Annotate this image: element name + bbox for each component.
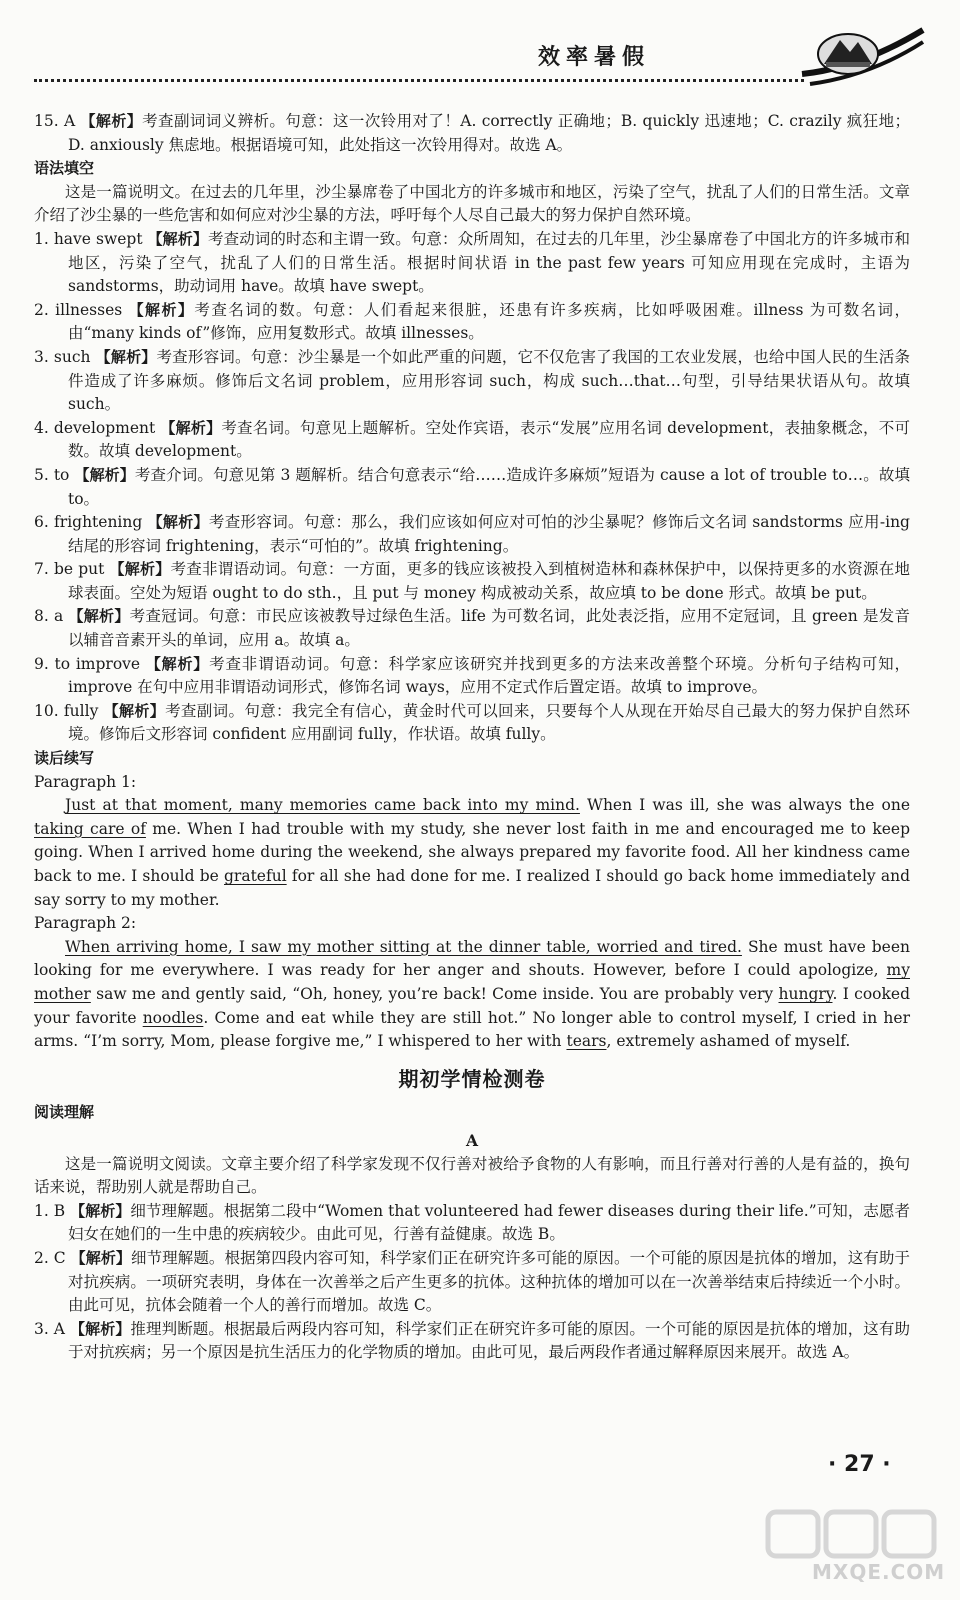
answer-item: 1. B 【解析】细节理解题。根据第二段中“Women that volunteered had fewer diseases during their life.”可知，志愿者妇女在她们的一生中患的疾病较少。由此可见，行善有益健康。故选 B。 <box>34 1201 910 1244</box>
page-header <box>0 0 960 90</box>
answer-item: 6. frightening 【解析】考查形容词。句意：那么，我们应该如何应对可怕的沙尘暴呢？修饰后文名词 sandstorms 应用-ing 结尾的形容词 frightening，表示“可怕的”。故填 frightening。 <box>34 513 910 555</box>
answer-item: 5. to 【解析】考查介词。句意见第 3 题解析。结合句意表示“给……造成许多麻烦”短语为 cause a lot of trouble to…。故填 to。 <box>34 465 910 508</box>
section-title-reading: 阅读理解 <box>34 1103 95 1122</box>
grammar-answer-list <box>34 228 910 747</box>
answer-item: 10. fully 【解析】考查副词。句意：我完全有信心，黄金时代可以回来，只要每个人从现在开始尽自己最大的努力保护自然环境。修饰后文形容词 confident 应用副词 fully，作状语。故填 fully。 <box>34 701 910 744</box>
header-brand: 效率暑假 <box>538 45 651 70</box>
exam-title: 期初学情检测卷 <box>398 1066 546 1091</box>
header-dotted-rule <box>34 79 804 82</box>
answer-item: 3. A 【解析】推理判断题。根据最后两段内容可知，科学家们正在研究许多可能的原因。一个可能的原因是抗体的增加，这有助于对抗疾病；另一个原因是抗生活压力的化学物质的增加。由此可见，最后两段作者通过解释原因来展开。故选 A。 <box>34 1319 910 1362</box>
answer-item: 2. illnesses 【解析】考查名词的数。句意：人们看起来很脏，还患有许多疾病，比如呼吸困难。illness 为可数名词，由“many kinds of”修饰，应用复数形式。故填 illnesses。 <box>34 300 910 343</box>
answer-item: 3. such 【解析】考查形容词。句意：沙尘暴是一个如此严重的问题，它不仅危害了我国的工农业发展，也给中国人民的生活条件造成了许多麻烦。修饰后文名词 problem，应用形容词 such，构成 such…that…句型，引导结果状语从句。故填 such。 <box>34 347 910 414</box>
answer-item: 15. A 【解析】考查副词词义辨析。句意：这一次铃用对了！A. correctly 正确地；B. quickly 迅速地；C. crazily 疯狂地；D. anxiously 焦虑地。根据语境可知，此处指这一次铃用得对。故选 A。 <box>34 112 910 154</box>
watermark-text: MXQE.COM <box>812 1560 946 1584</box>
paragraph-label: Paragraph 1: <box>34 772 137 791</box>
page-content <box>34 110 910 1365</box>
answer-item: 8. a 【解析】考查冠词。句意：市民应该被教导过绿色生活。life 为可数名词，此处表泛指，应用不定冠词，且 green 是发音以辅音音素开头的单词，应用 a。故填 a。 <box>34 607 910 650</box>
answer-item: 7. be put 【解析】考查非谓语动词。句意：一方面，更多的钱应该被投入到植树造林和森林保护中，以保持更多的水资源在地球表面。空处为短语 ought to do sth.，且 put 与 money 构成被动关系，故应填 to be done 形式。故填 be put。 <box>34 560 910 602</box>
continuation-paragraph-1: Just at that moment, many memories came back into my mind. When I was ill, she was always the one taking care of me. When I had trouble with my study, she never lost faith in me and encouraged me to keep going. When I arrived home during the weekend, she always prepared my favorite food. All her kindness came back to me. I should be grateful for all she had done for me. I realized I should go back home immediately and say sorry to my mother. <box>34 796 910 909</box>
section-title-continuation: 读后续写 <box>34 749 95 768</box>
reading-answer-list <box>34 1200 910 1365</box>
section-title-grammar: 语法填空 <box>34 159 95 178</box>
answer-item: 1. have swept 【解析】考查动词的时态和主谓一致。句意：众所周知，在过去的几年里，沙尘暴席卷了中国北方的许多城市和地区，污染了空气，扰乱了人们的日常生活。根据时间状语 in the past few years 可知应用现在完成时，主语为 sandstorms，助动词用 have。故填 have swept。 <box>34 229 910 296</box>
reading-summary: 这是一篇说明文阅读。文章主要介绍了科学家发现不仅行善对被给予食物的人有影响，而且行善对行善的人是有益的，换句话来说，帮助别人就是帮助自己。 <box>34 1154 910 1197</box>
answer-item: 2. C 【解析】细节理解题。根据第四段内容可知，科学家们正在研究许多可能的原因。一个可能的原因是抗体的增加，这有助于对抗疾病。一项研究表明，身体在一次善举之后产生更多的抗体。这种抗体的增加可以在一次善举结束后持续近一个小时。由此可见，抗体会随着一个人的善行而增加。故选 C。 <box>34 1248 910 1315</box>
grammar-summary: 这是一篇说明文。在过去的几年里，沙尘暴席卷了中国北方的许多城市和地区，污染了空气，扰乱了人们的日常生活。文章介绍了沙尘暴的一些危害和如何应对沙尘暴的方法，呼吁每个人尽自己最大的努力保护自然环境。 <box>34 182 910 225</box>
answer-item: 4. development 【解析】考查名词。句意见上题解析。空处作宾语，表示“发展”应用名词 development，表抽象概念，不可数。故填 development。 <box>34 418 910 461</box>
continuation-paragraph-2: When arriving home, I saw my mother sitting at the dinner table, worried and tired. She must have been looking for me everywhere. I was ready for her anger and shouts. However, before I could apologize, my mother saw me and gently said, “Oh, honey, you’re back! Come inside. You are probably very hungry. I cooked your favorite noodles. Come and eat while they are still hot.” No longer able to control myself, I cried in her arms. “I’m sorry, Mom, please forgive me,” I whispered to her with tears, extremely ashamed of myself. <box>34 937 910 1051</box>
paragraph-label: Paragraph 2: <box>34 914 137 933</box>
passage-label: A <box>465 1130 479 1150</box>
page-number: · 27 · <box>828 1452 891 1477</box>
answer-item: 9. to improve 【解析】考查非谓语动词。句意：科学家应该研究并找到更多的方法来改善整个环境。分析句子结构可知，improve 在句中应用非谓语动词形式，修饰名词 ways，应用不定式作后置定语。故填 to improve。 <box>34 654 910 697</box>
publisher-logo-icon <box>800 24 925 90</box>
